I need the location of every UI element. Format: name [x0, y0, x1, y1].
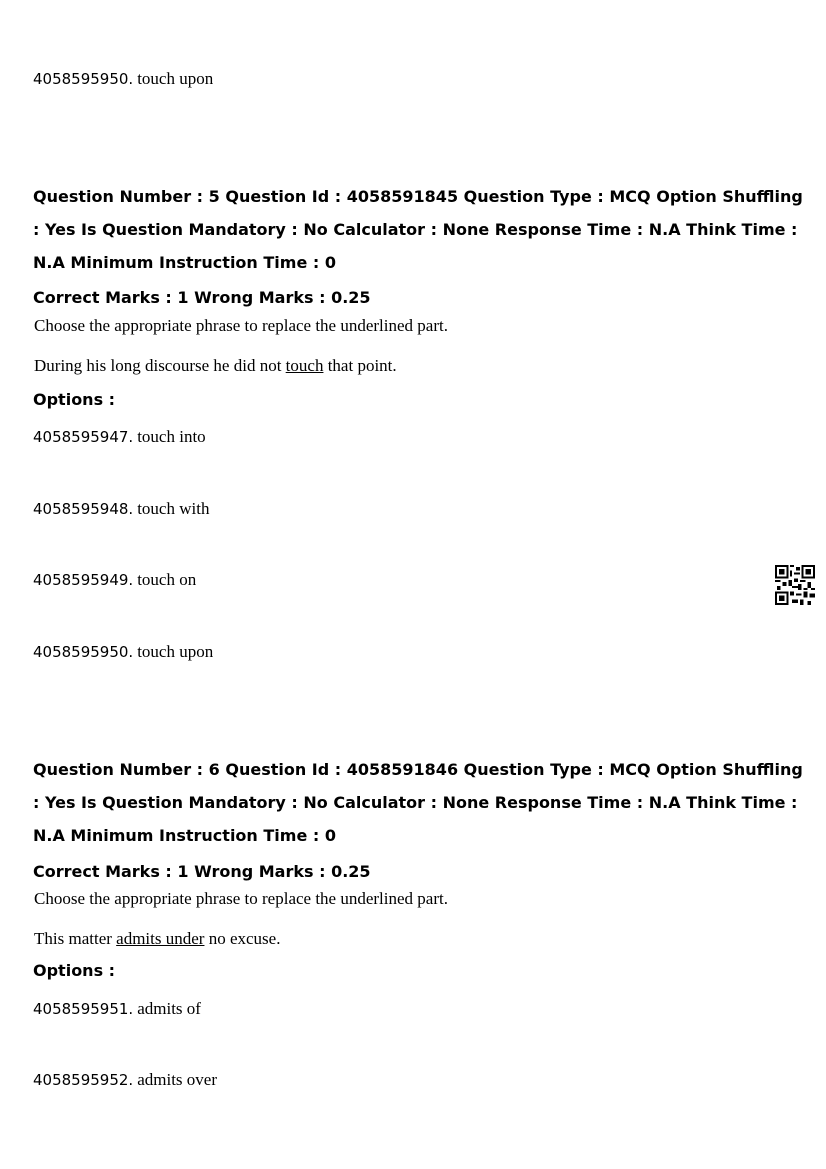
question-5-marks: Correct Marks : 1 Wrong Marks : 0.25	[33, 288, 371, 307]
option-text: admits over	[137, 1070, 217, 1089]
option-id: 4058595951.	[33, 1000, 134, 1018]
sentence-before: During his long discourse he did not	[34, 356, 286, 375]
option-id: 4058595950.	[33, 70, 134, 88]
sentence-after: that point.	[323, 356, 397, 375]
question-5-sentence	[34, 356, 397, 376]
option-text: admits of	[137, 999, 201, 1018]
sentence-underlined: touch	[285, 356, 324, 375]
option-item	[33, 1070, 217, 1090]
option-id: 4058595949.	[33, 571, 134, 589]
option-text: touch into	[137, 427, 206, 446]
option-item	[33, 427, 206, 447]
option-text: touch upon	[137, 69, 214, 88]
question-5-meta: Question Number : 5 Question Id : 4058591845 Question Type : MCQ Option Shuffling : Yes Is Question Mandatory : No Calculator : None Response Time : N.A Think Time : N.A Minimum Instruction Time : 0	[33, 187, 803, 272]
question-6-instruction: Choose the appropriate phrase to replace the underlined part.	[34, 889, 448, 908]
option-id: 4058595948.	[33, 500, 134, 518]
option-item	[33, 642, 213, 662]
option-item	[33, 499, 209, 519]
option-id: 4058595947.	[33, 428, 134, 446]
question-6-meta: Question Number : 6 Question Id : 4058591846 Question Type : MCQ Option Shuffling : Yes Is Question Mandatory : No Calculator : None Response Time : N.A Think Time : N.A Minimum Instruction Time : 0	[33, 760, 803, 845]
question-6-sentence	[34, 929, 280, 949]
option-item	[33, 570, 196, 590]
question-5-options-label: Options :	[33, 390, 116, 409]
option-text: touch with	[137, 499, 210, 518]
sentence-after: no excuse.	[204, 929, 281, 948]
question-6-options-label: Options :	[33, 961, 116, 980]
sentence-before: This matter	[34, 929, 117, 948]
option-text: touch upon	[137, 642, 214, 661]
option-id: 4058595950.	[33, 643, 134, 661]
sentence-underlined: admits under	[116, 929, 205, 948]
qr-code-icon	[775, 565, 815, 605]
option-text: touch on	[137, 570, 197, 589]
option-id: 4058595952.	[33, 1071, 134, 1089]
question-5-instruction: Choose the appropriate phrase to replace the underlined part.	[34, 316, 448, 335]
option-item	[33, 69, 213, 89]
option-item	[33, 999, 201, 1019]
question-6-marks: Correct Marks : 1 Wrong Marks : 0.25	[33, 862, 371, 881]
